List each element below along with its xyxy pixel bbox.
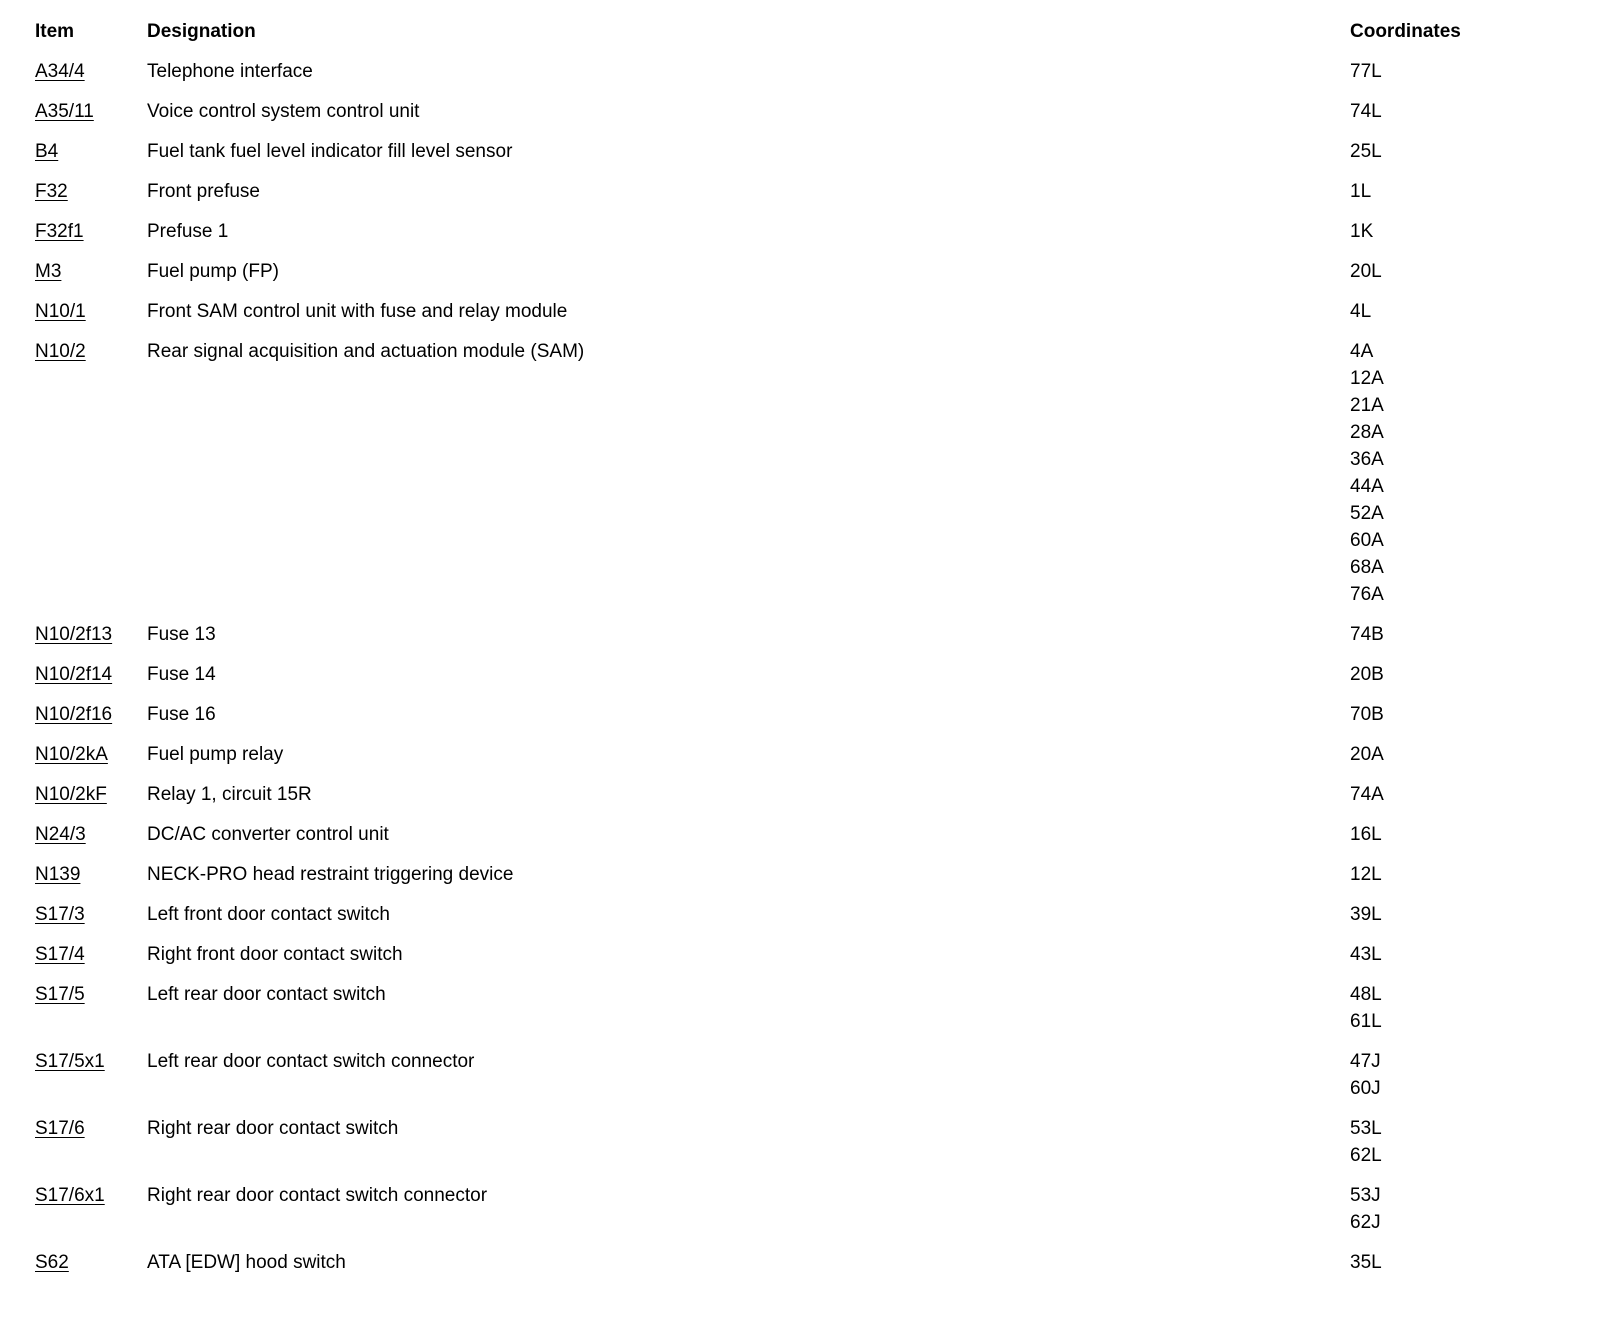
- coordinates: [1350, 298, 1560, 325]
- coordinate-value: 20B: [1350, 664, 1384, 685]
- coordinates: [1350, 138, 1560, 165]
- item-code[interactable]: S17/6x1: [35, 1185, 105, 1206]
- designation: Prefuse 1: [147, 221, 229, 242]
- item-cell: [35, 218, 147, 245]
- coordinate-value: 12L: [1350, 864, 1382, 885]
- item-cell: [35, 1048, 147, 1075]
- coordinate-value: 1L: [1350, 181, 1372, 202]
- coordinate-value: 52A: [1350, 503, 1384, 524]
- coordinates: [1350, 861, 1560, 888]
- coordinate-value: 76A: [1350, 584, 1384, 605]
- table-row: [35, 1182, 1560, 1236]
- coordinate-value: 70B: [1350, 704, 1384, 725]
- coordinate-value: 16L: [1350, 824, 1382, 845]
- coordinates: [1350, 58, 1560, 85]
- designation: Fuel pump relay: [147, 744, 284, 765]
- coordinates: [1350, 1115, 1560, 1169]
- item-code[interactable]: N10/2f13: [35, 624, 113, 645]
- designation: Fuse 16: [147, 704, 216, 725]
- coordinates: [1350, 981, 1560, 1035]
- coordinates: [1350, 1182, 1560, 1236]
- item-cell: [35, 621, 147, 648]
- coordinates: [1350, 1249, 1560, 1276]
- table-row: [35, 178, 1560, 205]
- header-designation: Designation: [147, 21, 256, 42]
- item-code[interactable]: N10/2f14: [35, 664, 113, 685]
- item-code[interactable]: F32: [35, 181, 68, 202]
- item-cell: [35, 178, 147, 205]
- coordinate-value: 74B: [1350, 624, 1384, 645]
- coordinate-value: 1K: [1350, 221, 1374, 242]
- table-row: [35, 941, 1560, 968]
- table-row: [35, 821, 1560, 848]
- coordinates: [1350, 941, 1560, 968]
- designation: Fuel tank fuel level indicator fill level sensor: [147, 141, 513, 162]
- table-row: [35, 58, 1560, 85]
- designation: Fuse 13: [147, 624, 216, 645]
- coordinate-value: 20L: [1350, 261, 1382, 282]
- coordinate-value: 62J: [1350, 1212, 1381, 1233]
- item-cell: [35, 701, 147, 728]
- coordinates: [1350, 661, 1560, 688]
- coordinate-value: 53L: [1350, 1118, 1382, 1139]
- coordinates: [1350, 258, 1560, 285]
- coordinate-value: 35L: [1350, 1252, 1382, 1273]
- table-row: [35, 138, 1560, 165]
- coordinates: [1350, 781, 1560, 808]
- item-code[interactable]: F32f1: [35, 221, 84, 242]
- item-cell: [35, 298, 147, 325]
- item-code[interactable]: S62: [35, 1252, 69, 1273]
- header-item: Item: [35, 21, 75, 42]
- designation: Right front door contact switch: [147, 944, 403, 965]
- coordinate-value: 43L: [1350, 944, 1382, 965]
- item-code[interactable]: N10/2: [35, 341, 86, 362]
- table-row: [35, 338, 1560, 608]
- item-cell: [35, 781, 147, 808]
- coordinates: [1350, 621, 1560, 648]
- designation: Telephone interface: [147, 61, 313, 82]
- table-row: [35, 1115, 1560, 1169]
- item-code[interactable]: N10/2kA: [35, 744, 108, 765]
- item-code[interactable]: S17/5: [35, 984, 85, 1005]
- item-cell: [35, 861, 147, 888]
- item-cell: [35, 1249, 147, 1276]
- designation: Voice control system control unit: [147, 101, 420, 122]
- table-row: [35, 781, 1560, 808]
- coordinates: [1350, 821, 1560, 848]
- coordinates: [1350, 701, 1560, 728]
- legend-table-body: [35, 58, 1560, 1276]
- table-row: [35, 981, 1560, 1035]
- item-cell: [35, 981, 147, 1008]
- item-code[interactable]: S17/4: [35, 944, 85, 965]
- item-code[interactable]: N24/3: [35, 824, 86, 845]
- item-cell: [35, 1182, 147, 1209]
- item-code[interactable]: S17/6: [35, 1118, 85, 1139]
- coordinate-value: 74A: [1350, 784, 1384, 805]
- coordinate-value: 62L: [1350, 1145, 1382, 1166]
- designation: Fuse 14: [147, 664, 216, 685]
- coordinate-value: 44A: [1350, 476, 1384, 497]
- coordinate-value: 36A: [1350, 449, 1384, 470]
- designation: ATA [EDW] hood switch: [147, 1252, 346, 1273]
- table-row: [35, 701, 1560, 728]
- table-row: [35, 621, 1560, 648]
- table-row: [35, 218, 1560, 245]
- coordinates: [1350, 98, 1560, 125]
- designation: Fuel pump (FP): [147, 261, 279, 282]
- item-code[interactable]: A34/4: [35, 61, 85, 82]
- coordinate-value: 74L: [1350, 101, 1382, 122]
- item-code[interactable]: A35/11: [35, 101, 94, 122]
- coordinate-value: 39L: [1350, 904, 1382, 925]
- table-row: [35, 741, 1560, 768]
- item-cell: [35, 741, 147, 768]
- item-cell: [35, 138, 147, 165]
- item-cell: [35, 941, 147, 968]
- table-row: [35, 1048, 1560, 1102]
- item-code[interactable]: N139: [35, 864, 81, 885]
- coordinates: [1350, 218, 1560, 245]
- coordinates: [1350, 1048, 1560, 1102]
- item-code[interactable]: N10/1: [35, 301, 86, 322]
- coordinate-value: 4A: [1350, 341, 1374, 362]
- table-header-row: [35, 18, 1560, 45]
- table-row: [35, 258, 1560, 285]
- item-cell: [35, 661, 147, 688]
- item-code[interactable]: B4: [35, 141, 59, 162]
- coordinate-value: 60A: [1350, 530, 1384, 551]
- coordinates: [1350, 178, 1560, 205]
- item-code[interactable]: N10/2f16: [35, 704, 113, 725]
- item-cell: [35, 258, 147, 285]
- item-cell: [35, 58, 147, 85]
- coordinates: [1350, 741, 1560, 768]
- coordinate-value: 4L: [1350, 301, 1372, 322]
- item-cell: [35, 1115, 147, 1142]
- coordinate-value: 28A: [1350, 422, 1384, 443]
- table-row: [35, 901, 1560, 928]
- header-coordinates: Coordinates: [1350, 21, 1461, 42]
- coordinate-value: 53J: [1350, 1185, 1381, 1206]
- designation: Right rear door contact switch connector: [147, 1185, 488, 1206]
- table-row: [35, 298, 1560, 325]
- designation: NECK-PRO head restraint triggering device: [147, 864, 514, 885]
- designation: Front SAM control unit with fuse and relay module: [147, 301, 568, 322]
- item-cell: [35, 821, 147, 848]
- item-code[interactable]: M3: [35, 261, 62, 282]
- item-code[interactable]: S17/5x1: [35, 1051, 105, 1072]
- coordinates: [1350, 338, 1560, 608]
- designation: Right rear door contact switch: [147, 1118, 399, 1139]
- coordinate-value: 25L: [1350, 141, 1382, 162]
- item-cell: [35, 338, 147, 365]
- coordinate-value: 20A: [1350, 744, 1384, 765]
- table-row: [35, 1249, 1560, 1276]
- item-cell: [35, 901, 147, 928]
- coordinate-value: 77L: [1350, 61, 1382, 82]
- coordinate-value: 21A: [1350, 395, 1384, 416]
- item-code[interactable]: S17/3: [35, 904, 85, 925]
- designation: Relay 1, circuit 15R: [147, 784, 312, 805]
- designation: Left front door contact switch: [147, 904, 390, 925]
- coordinate-value: 68A: [1350, 557, 1384, 578]
- coordinate-value: 60J: [1350, 1078, 1381, 1099]
- coordinate-value: 61L: [1350, 1011, 1382, 1032]
- coordinate-value: 47J: [1350, 1051, 1381, 1072]
- table-row: [35, 861, 1560, 888]
- item-code[interactable]: N10/2kF: [35, 784, 107, 805]
- table-row: [35, 98, 1560, 125]
- designation: Rear signal acquisition and actuation module (SAM): [147, 341, 585, 362]
- item-cell: [35, 98, 147, 125]
- coordinate-value: 48L: [1350, 984, 1382, 1005]
- designation: DC/AC converter control unit: [147, 824, 389, 845]
- coordinate-value: 12A: [1350, 368, 1384, 389]
- table-row: [35, 661, 1560, 688]
- designation: Front prefuse: [147, 181, 260, 202]
- designation: Left rear door contact switch connector: [147, 1051, 475, 1072]
- designation: Left rear door contact switch: [147, 984, 386, 1005]
- coordinates: [1350, 901, 1560, 928]
